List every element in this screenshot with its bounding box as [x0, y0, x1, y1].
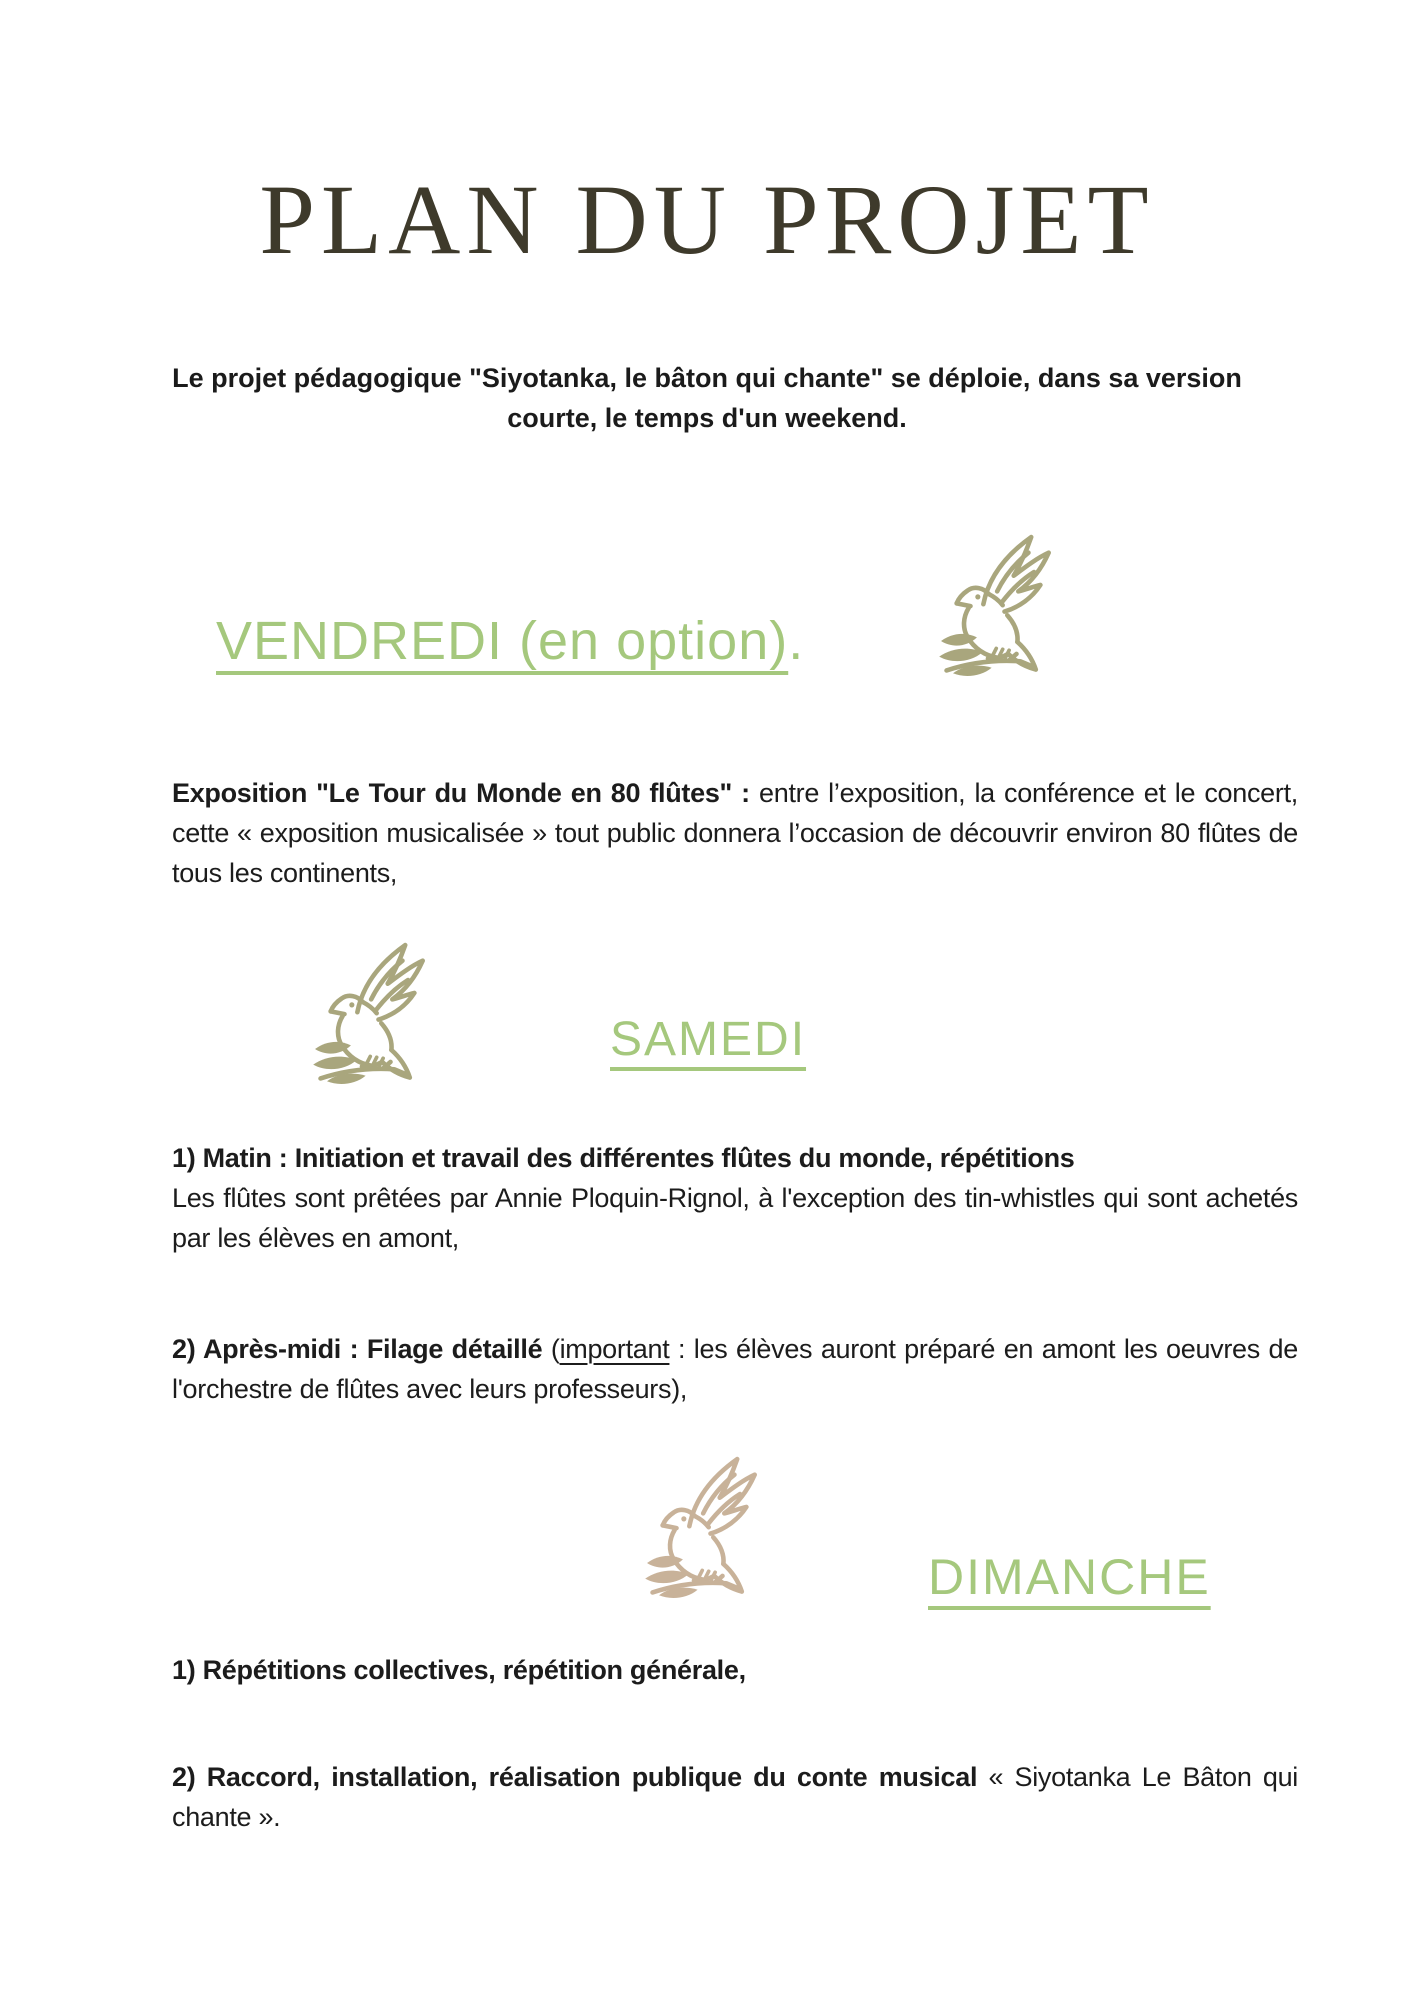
matin-bold-line: 1) Matin : Initiation et travail des différentes flûtes du monde, répétitions	[172, 1143, 1075, 1173]
samedi-item-matin	[172, 1138, 1298, 1258]
intro-line-1: Le projet pédagogique "Siyotanka, le bâton qui chante" se déploie, dans sa version	[172, 363, 1242, 393]
apres-midi-bold: 2) Après-midi : Filage détaillé	[172, 1334, 543, 1364]
vendredi-heading-text: VENDREDI (en option)	[216, 611, 789, 671]
page-title: PLAN DU PROJET	[259, 164, 1155, 275]
apres-midi-paren: (	[542, 1334, 560, 1364]
vendredi-heading	[216, 610, 804, 672]
intro-line-2: courte, le temps d'un weekend.	[507, 403, 907, 433]
dove-olive-branch-icon	[930, 526, 1068, 688]
exposition-paragraph	[172, 773, 1298, 893]
matin-body-text: Les flûtes sont prêtées par Annie Ploquin-Rignol, à l'exception des tin-whistles qui sont achetés par les élèves en amont,	[172, 1183, 1298, 1253]
dove-olive-branch-icon	[304, 934, 442, 1096]
samedi-heading-text: SAMEDI	[610, 1013, 807, 1066]
samedi-heading	[610, 1012, 806, 1067]
intro-text	[157, 358, 1257, 438]
dimanche-heading	[928, 1548, 1211, 1606]
dimanche-item-2-bold: 2) Raccord, installation, réalisation publique du conte musical	[172, 1762, 978, 1792]
exposition-lead-bold: Exposition "Le Tour du Monde en 80 flûtes" :	[172, 778, 750, 808]
dimanche-heading-text: DIMANCHE	[928, 1549, 1211, 1605]
dove-olive-branch-icon	[636, 1446, 774, 1612]
dimanche-item-1: 1) Répétitions collectives, répétition générale,	[172, 1655, 746, 1685]
dimanche-item-2	[172, 1757, 1298, 1837]
apres-midi-body-text: : les élèves auront préparé en amont les oeuvres de l'orchestre de flûtes avec leurs professeurs),	[172, 1334, 1298, 1404]
exposition-body-text: entre l’exposition, la conférence et le concert, cette « exposition musicalisée » tout public donnera l’occasion de découvrir environ 80 flûtes de tous les continents,	[172, 778, 1298, 888]
apres-midi-underlined-word: important	[559, 1334, 670, 1364]
vendredi-heading-period: .	[788, 611, 805, 671]
dimanche-item-2-text: « Siyotanka Le Bâton qui chante ».	[172, 1762, 1298, 1832]
samedi-item-apres-midi	[172, 1329, 1298, 1409]
